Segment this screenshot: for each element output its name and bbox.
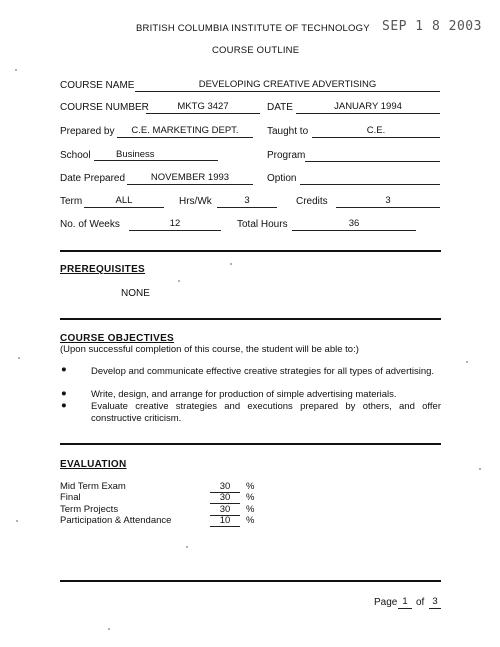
taught-to-value: C.E. <box>312 125 440 138</box>
date-value: JANUARY 1994 <box>296 101 440 114</box>
school-value: Business <box>94 149 218 161</box>
evaluation-item-unit: % <box>246 492 255 503</box>
course-number-label: COURSE NUMBER <box>60 102 149 113</box>
scan-speck <box>479 468 481 470</box>
section-divider <box>60 250 441 252</box>
document-title: COURSE OUTLINE <box>212 45 300 56</box>
evaluation-item-value: 30 <box>210 504 240 516</box>
scan-speck <box>230 263 232 265</box>
bullet-icon: ● <box>61 364 67 375</box>
hrs-wk-value: 3 <box>217 195 277 208</box>
scan-speck <box>108 628 110 630</box>
institution-name: BRITISH COLUMBIA INSTITUTE OF TECHNOLOGY <box>136 23 370 34</box>
prerequisites-value: NONE <box>121 288 150 299</box>
evaluation-item-value: 30 <box>210 481 240 493</box>
weeks-label: No. of Weeks <box>60 219 120 230</box>
scan-speck <box>466 361 468 363</box>
page-label: Page <box>374 597 398 608</box>
credits-label: Credits <box>296 196 328 207</box>
page-current: 1 <box>398 596 412 609</box>
evaluation-item-label: Mid Term Exam <box>60 481 126 492</box>
objective-item: Evaluate creative strategies and executions prepared by others, and offer constructive criticism. <box>91 401 441 424</box>
total-hours-label: Total Hours <box>237 219 288 230</box>
evaluation-heading: EVALUATION <box>60 459 127 470</box>
bullet-icon: ● <box>61 400 67 411</box>
credits-value: 3 <box>336 195 440 208</box>
date-stamp: SEP 1 8 2003 <box>382 19 482 34</box>
total-hours-value: 36 <box>292 218 416 231</box>
date-prepared-value: NOVEMBER 1993 <box>127 172 253 185</box>
scan-speck <box>18 357 20 359</box>
weeks-value: 12 <box>129 218 221 231</box>
section-divider <box>60 318 441 320</box>
taught-to-label: Taught to <box>267 126 309 137</box>
term-value: ALL <box>84 195 164 208</box>
date-prepared-label: Date Prepared <box>60 173 126 184</box>
program-label: Program <box>267 150 306 161</box>
evaluation-item-unit: % <box>246 515 255 526</box>
term-label: Term <box>60 196 83 207</box>
evaluation-item-label: Participation & Attendance <box>60 515 172 526</box>
scan-speck <box>178 280 180 282</box>
evaluation-item-value: 30 <box>210 492 240 504</box>
objectives-heading: COURSE OBJECTIVES <box>60 333 175 344</box>
date-label: DATE <box>267 102 293 113</box>
bullet-icon: ● <box>61 388 67 399</box>
page-of-label: of <box>416 597 425 608</box>
evaluation-item-unit: % <box>246 481 255 492</box>
page-total: 3 <box>429 596 441 609</box>
evaluation-item-unit: % <box>246 504 255 515</box>
scan-speck <box>16 520 18 522</box>
course-name-label: COURSE NAME <box>60 80 135 91</box>
option-label: Option <box>267 173 297 184</box>
section-divider <box>60 580 441 582</box>
objective-item: Develop and communicate effective creative strategies for all types of advertising. <box>91 366 435 377</box>
course-name-value: DEVELOPING CREATIVE ADVERTISING <box>135 79 440 92</box>
evaluation-item-label: Term Projects <box>60 504 119 515</box>
section-divider <box>60 443 441 445</box>
hrs-wk-label: Hrs/Wk <box>179 196 212 207</box>
school-label: School <box>60 150 91 161</box>
program-value <box>305 149 440 162</box>
prerequisites-heading: PREREQUISITES <box>60 264 146 275</box>
scan-speck <box>186 546 188 548</box>
evaluation-item-label: Final <box>60 492 81 503</box>
prepared-by-label: Prepared by <box>60 126 115 137</box>
objective-item: Write, design, and arrange for production of simple advertising materials. <box>91 389 397 400</box>
objectives-intro: (Upon successful completion of this course, the student will be able to:) <box>60 344 359 355</box>
course-number-value: MKTG 3427 <box>146 101 260 114</box>
evaluation-item-value: 10 <box>210 515 240 527</box>
prepared-by-value: C.E. MARKETING DEPT. <box>117 125 253 138</box>
scan-speck <box>15 69 17 71</box>
option-value <box>300 172 440 185</box>
